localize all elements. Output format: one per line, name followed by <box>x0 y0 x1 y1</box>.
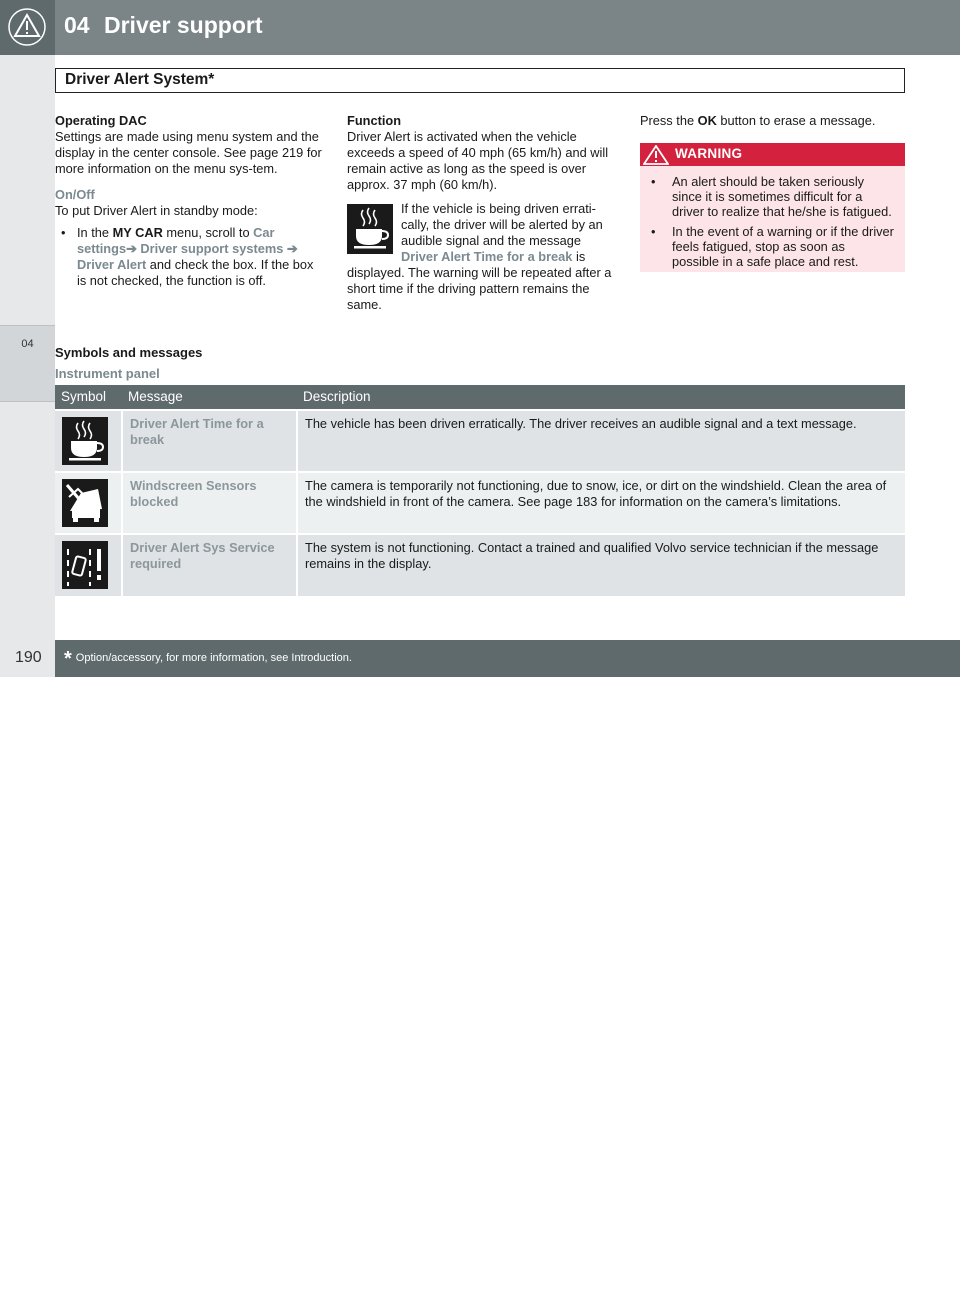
menu-name: MY CAR <box>112 225 163 240</box>
coffee-cup-icon <box>62 417 108 465</box>
standby-text: To put Driver Alert in standby mode: <box>55 203 258 218</box>
function-heading: Function <box>347 113 402 128</box>
coffee-cup-icon <box>347 204 393 254</box>
instrument-panel-label: Instrument panel <box>55 366 160 381</box>
lane-car-warning-icon <box>62 541 108 589</box>
menu-path-car-settings: Car settings <box>77 225 275 256</box>
description-cell: The system is not functioning. Contact a trained and qualified Volvo service technician if the message remains in the display. <box>297 534 905 596</box>
arrow-icon: ➔ <box>286 241 298 256</box>
erratic-text-end: is displayed. The warning will be repeated after a short time if the driving pattern remains the same. <box>347 249 612 312</box>
ok-instruction <box>640 113 905 129</box>
table-row <box>55 534 905 596</box>
table-row <box>55 472 905 534</box>
warning-item-text: In the event of a warning or if the driver feels fatigued, stop as soon as possible in a safe place and rest. <box>672 224 894 269</box>
chapter-tab-label: 04 <box>21 338 34 350</box>
column-header-description: Description <box>297 385 905 410</box>
page-footer <box>0 640 960 1313</box>
column-header-symbol: Symbol <box>55 385 122 410</box>
watermark: carmanualsonline.info <box>596 1286 862 1313</box>
chapter-number: 04 <box>64 12 90 38</box>
warning-triangle-icon <box>643 145 669 165</box>
warning-triangle-icon <box>0 0 55 55</box>
message-cell: Driver Alert Time for a break <box>122 410 297 472</box>
ok-text: button to erase a message. <box>716 113 876 128</box>
footnote <box>64 648 352 671</box>
footnote-text: Option/accessory, for more information, see Introduction. <box>75 652 352 664</box>
message-cell: Driver Alert Sys Service required <box>122 534 297 596</box>
symbol-cell <box>55 410 122 472</box>
column-warning <box>640 113 905 129</box>
ok-button-label: OK <box>697 113 717 128</box>
section-title: Driver Alert System* <box>65 71 215 88</box>
table-row <box>55 410 905 472</box>
message-cell: Windscreen Sensors blocked <box>122 472 297 534</box>
chapter-header <box>0 0 960 55</box>
bullet-dot: • <box>651 174 656 189</box>
operating-intro: Settings are made using menu system and the display in the center console. See page 219 for more information on the menu sys-tem. <box>55 129 322 176</box>
warning-item <box>651 174 895 219</box>
warning-list <box>640 166 905 269</box>
ok-text: Press the <box>640 113 698 128</box>
bullet-text: In the <box>77 225 113 240</box>
symbol-cell <box>55 534 122 596</box>
erratic-driving-text <box>347 201 615 313</box>
onoff-subheading: On/Off <box>55 187 95 202</box>
page-number: 190 <box>15 649 42 666</box>
description-cell: The camera is temporarily not functioning, due to snow, ice, or dirt on the windshield. Clean the area of the windshield in front of the camera. See page 183 for information on the camera’s limitations. <box>297 472 905 534</box>
menu-path-driver-alert: Driver Alert <box>77 257 147 272</box>
bullet-text: menu, scroll to <box>162 225 254 240</box>
description-cell: The vehicle has been driven erratically. The driver receives an audible signal and a text message. <box>297 410 905 472</box>
erratic-text: If the vehicle is being driven errati-cally, the driver will be alerted by an audible signal and the message <box>401 201 603 248</box>
column-operating <box>55 113 323 289</box>
windscreen-sensor-icon <box>62 479 108 527</box>
menu-path-driver-support: Driver support systems <box>140 241 284 256</box>
warning-item-text: An alert should be taken seriously since it is sometimes difficult for a driver to realize that he/she is fatigued. <box>672 174 892 219</box>
symbol-cell <box>55 472 122 534</box>
symbols-heading: Symbols and messages <box>55 345 203 360</box>
arrow-icon: ➔ <box>126 241 137 256</box>
driver-alert-message: Driver Alert Time for a break <box>401 249 573 264</box>
operating-heading: Operating DAC <box>55 113 147 128</box>
bullet-text: and check the box. If the box is not checked, the function is off. <box>77 257 314 288</box>
column-function <box>347 113 615 313</box>
standby-bullet <box>55 225 323 289</box>
chapter-tab[interactable] <box>0 325 55 402</box>
warning-title: WARNING <box>675 146 743 161</box>
chapter-sidebar <box>0 55 55 640</box>
warning-header <box>640 143 905 166</box>
table-header-row <box>55 385 905 410</box>
bullet-dot: • <box>651 224 656 239</box>
function-text: Driver Alert is activated when the vehicle exceeds a speed of 40 mph (65 km/h) and will remain active as long as the speed is over approx. 37 mph (60 km/h). <box>347 129 609 192</box>
chapter-title: Driver support <box>104 12 263 38</box>
footnote-star: * <box>64 648 72 670</box>
bullet-dot: • <box>61 225 66 240</box>
column-header-message: Message <box>122 385 297 410</box>
warning-box <box>640 143 905 272</box>
page-number-box <box>0 640 55 677</box>
symbols-table <box>55 385 905 596</box>
warning-item <box>651 224 895 269</box>
section-title-bar <box>55 68 905 93</box>
